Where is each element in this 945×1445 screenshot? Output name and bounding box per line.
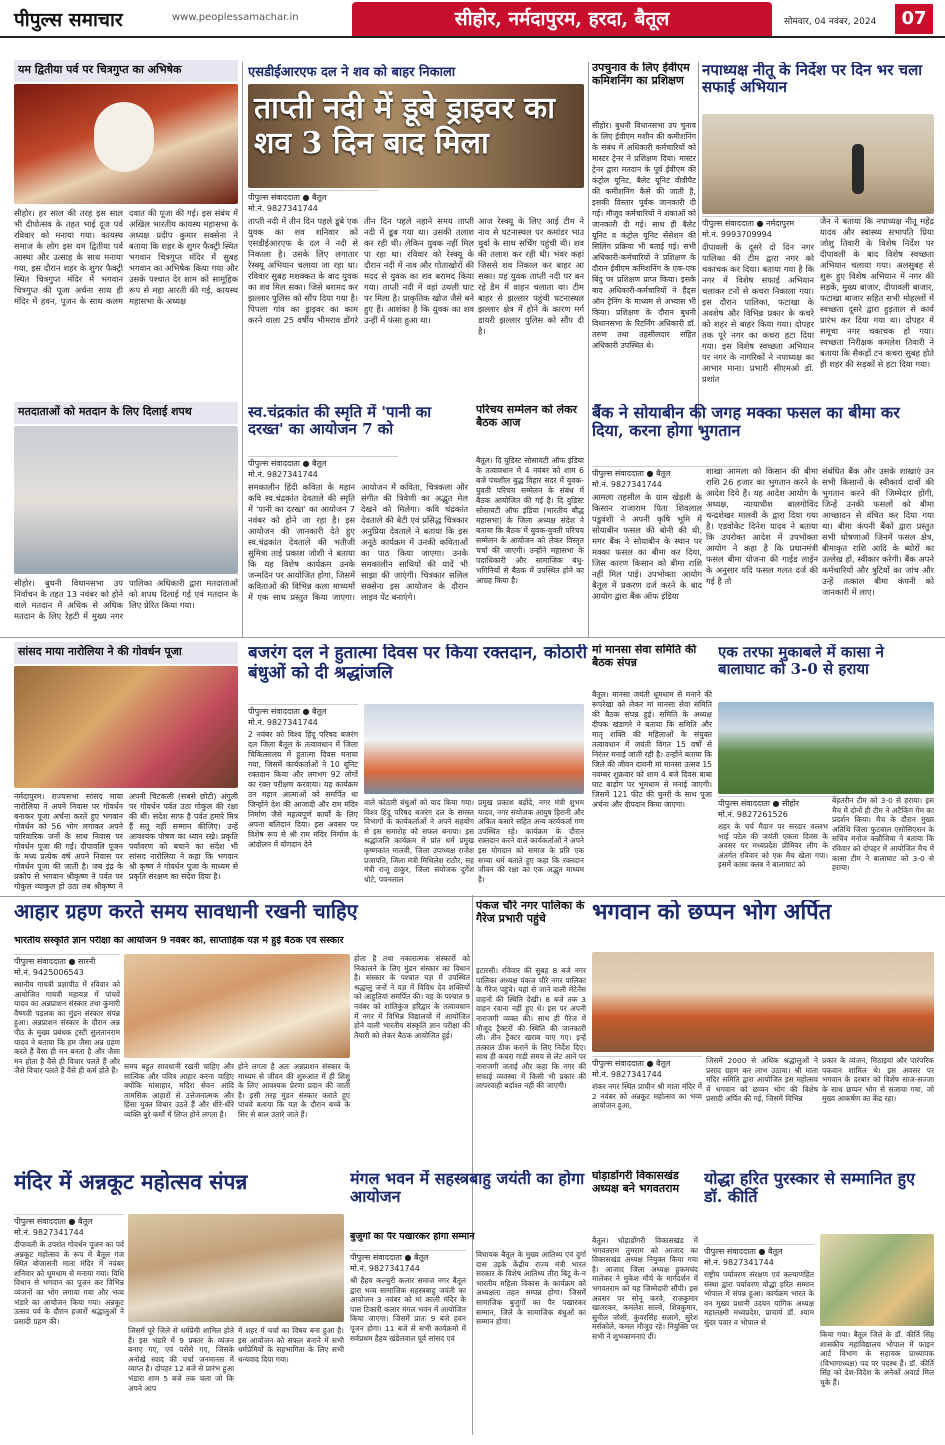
football-photo <box>718 702 934 794</box>
mobile-number: मो.नं. 9425006543 <box>14 968 84 977</box>
article-text: विधायक बैतूल के मुख्य आतिथ्य एवं दुर्गा दास उइके केंद्रीय राज्य मंत्री भारत सरकार के विशेष आतिथ्य तीरा बिटू के-न भारतीय महिला विकास के कार्यक्रम को अध्यक्षता तहत सम्पन्न होगा। जिसमें सामाजिक बुजुर्गों का पैर पखारकर सम्मान, जिले के सामाजिक बंधुओं का सम्मान होगा। <box>476 1250 586 1327</box>
article-garage <box>476 900 586 964</box>
article-govardhan-puja <box>14 642 238 664</box>
masthead <box>0 0 945 38</box>
river-photo <box>248 84 584 188</box>
article-text: ताप्ती नदी में तीन दिन पहले डूबे एक युवक का शव शनिवार को एसडीईआरएफ के दल ने नदी से निकाला है। उसके लिए लगातार रेस्क्यू अभियान चलाया जा रहा था। रविवार सुबह मशक्कत के बाद युवक का शव मिल सका। जिसे बरामद कर झल्लार पुलिस को सौंप दिया गया है। पिपला गांव का ड्राइवर का काम करने वाला 25 वर्षीय भीमराव डोंगरे तीन दिन पहले नहाने समय ताप्ती नदी में डूब गया था। उसकी तलाश कर रही थी। लेकिन युवक नहीं मिल पा रहा था। रविवार को रेस्क्यू के दौरान नदी में नाव और गोताखोरों की मदद से युवक का शव बरामद किया गया। ताप्ती नदी में वहां उथली घाट पर मिला है। प्राकृतिक खोज जैसे बने हुए हैं। आशंका है कि युवक का शव उन्हीं में फंसा हुआ था। <box>248 216 474 325</box>
article-text: दीपावली के उपरांत गोवर्धन पूजन का पर्व अन्नकूट महोत्सव के रूप में बैतूल गंज स्थित बोजासनी माता मंदिर में नवंबर शनिवार को धूमधाम से मनाया गया। विधि विधान से भगवान का पूजन कर विभिन्न व्यंजनों का भोग लगाया गया और भव्य भंडारे का आयोजन किया गया। अन्नकूट उत्सव पर्व के दौरान हजारों श्रद्धालुओं ने प्रसादी ग्रहण की। <box>14 1240 124 1326</box>
headline: पंकज चौरे नगर पालिका के गैरेज प्रभारी पहुंचे <box>476 900 585 925</box>
article-chhappan-bhog <box>592 900 934 950</box>
idol-figure <box>94 102 154 172</box>
article-text: स्थानीय गायत्री प्रज्ञापीठ में रविवार को आयोजित गायत्री महायज्ञ में पांचवें यादव का अन्नप्राशन संस्कार तथा कुमारी वैष्णवी पड़लक का मुंडन संस्कार संपन्न हुआ। अन्नप्राशन संस्कार के दौरान अन्न पीठ के मुख्य प्रबंधक ट्रस्टी सुलतानराम यादव ने बताया कि हम जैसा अन्न ग्रहण करते हैं वैसा ही मन बनता है और जैसा मन होता है वैसे ही विचार पलते हैं और जैसे विचार पलते हैं वैसे ही कर्म होते हैं। <box>14 980 120 1076</box>
byline-text: पीपुल्स संवाददाता ● सीहोर <box>718 799 800 808</box>
article-text: बैतूल। घोड़ाडोंगरी विकासखंड में भगवतराम तुमराम को आजाद का विकासखंड अध्यक्ष नियुक्त किया गया है। आजाद जिला अध्यक्ष हुकमचंद मालेकर ने मुकेश मौर्य के मार्गदर्शन में भगवतराम को यह जिम्मेदारी सौंपी। इस अवसर पर सोनू करवे, राजकुमार खातरकर, कमलेश साल्वे, शिवकुमार, सुनील जोशी, कुंवरसिंह सलामे, सुरेश मर्सकोले, कमल मौजूद रहे। नियुक्ति पर सभी ने शुभकामनाएं दीं। <box>592 1236 698 1341</box>
article-text: आज रेस्क्यू के लिए आई टीम ने नाव से घटनास्थल पर कमांडर भाउ धुर्वा के साथ सर्चिंग पहुंची थी। शव की तलाश कर रही थी। भंवर कहां जिससे शव निकाल कर बाहर आ सका। यह युवक ताप्ती नदी पर बन रहे डैम में वाहन चलाता था। टीम बाहर से झल्लार पहुंची घटनास्थल झल्लार क्षेत्र में होने के कारण मर्ग डायरी झल्लार पुलिस को सौंप दी है। <box>478 216 584 336</box>
mobile-number: मो.नं. 9827341744 <box>592 480 662 489</box>
kicker-text: एसडीईआरएफ दल ने शव को बाहर निकाला <box>248 65 456 80</box>
article-text: में शहर में चर्चा का विषय बना हुआ है। इस आयोजन को सफल बनाने में सभी धर्मप्रेमियों के सहभागिता के लिए सभी धन्यवाद दिया गया। <box>238 1326 344 1364</box>
page-number: 07 <box>895 4 933 34</box>
sweeper-figure <box>852 144 864 194</box>
byline-text: पीपुल्स संवाददाता ● सारनी <box>14 957 96 966</box>
article-text-part: नर्मदापुरम। राज्यसभा सांसद माया नारोलिया ने अपने निवास पर गोवर्धन बनाकर पूजा अर्चना करते हुए भगवान गोवर्धन को 56 भोग लगाकर अपने पारिवारिक जनों के साथ निवास पर गोवर्धन पूजा की गई। दीपावलि पूजन के मध्य प्रत्येक वर्ष अपने निवास पर गोवर्धन पूजा की जाती है। जब इंद्र के प्रकोप से भगवान श्रीकृष्ण ने पर्वत पर गोकुल व्याकुल हो उठा तब श्रीकृष्ण ने अपनी चिटकली <box>14 792 174 891</box>
article-text: जैन ने बताया कि नपाध्यक्ष नीतू महेंद्र यादव और स्वास्थ्य सभापति प्रिया जोशु तिवारी के विशेष निर्देश पर दीपावली के बाद विशेष स्वच्छता अभियान चलाया गया। अलसुबह से शुरू हुए विशेष अभियान में नगर की सड़कें, मुख्य बाजार, दीपावली बाजार, फटाखा बाजार सहित सभी मोहल्लों में स्वच्छता दूसरे द्वारा हुड़ताल से कार्य प्रारंभ कर दिया गया था। दोपहर में समूचा नगर चकाचक हो गया। स्वच्छता निरीक्षक कमलेश तिवारी ने बताया कि सैकड़ों टन कचरा सुबह होते ही शहर की सड़कों से हटा दिया गया। <box>820 216 934 369</box>
byline <box>592 1056 702 1080</box>
mobile-number: मो.नं. 9827341744 <box>704 1258 774 1267</box>
mobile-number: मो.नं. 9827261526 <box>718 810 788 819</box>
article-text: जिसमें 2000 से अधिक श्रद्धालुओं ने प्रसाद ग्रहण कर लाभ उठाया। श्री माता मंदिर समिति द्वारा आयोजित इस महोत्सव में भगवान को छप्पन भोग की विशेष प्रसादी अर्पित की गई, जिसमें विभिन्न <box>706 1056 818 1104</box>
headline: घोड़ाडोंगरी विकासखंड अध्यक्ष बने भगवतराम <box>592 1170 680 1195</box>
street-photo <box>702 114 934 214</box>
blood-donation-photo <box>364 704 584 794</box>
article-paani-ka-darakht <box>248 404 468 454</box>
byline <box>248 190 378 214</box>
byline-text: पीपुल्स संवाददाता ● बैतूल <box>14 1217 93 1226</box>
headline: योद्धा हरित पुरस्कार से सम्मानित हुए डॉ. कीर्ति <box>704 1170 915 1207</box>
article-text <box>14 578 238 636</box>
article-text: शंकर नगर स्थित प्राचीन श्री माता मंदिर में 2 नवंबर को अन्नकूट महोत्सव का भव्य आयोजन हुआ, <box>592 1082 702 1111</box>
mobile-number: मो.नं. 9827341744 <box>350 1264 420 1273</box>
byline <box>14 954 120 978</box>
article-text: इटारसी। रविवार की सुबह 8 बजे नगर पालिका अध्यक्ष पंकज चौरे नगर पालिका के गैरेज पहुंचे। यहां से जाने वाली मेंटेनेंस वाहनों की स्थिति देखी। 8 बजे तक 3 वाहन रवाना नहीं हुए थे। इस पर अपनी नाराजगी व्यक्त की। साथ ही गैरेज में मौजूद ट्रैक्टरों की स्थिति की जानकारी ली। तीन ट्रैक्टर खराब पाए गए। इन्हें तत्काल ठीक कराने के लिए निर्देश दिए। साथ ही कचरा गाड़ी समय से लेट आने पर नाराजगी जताई और कहा कि नगर की सफाई व्यवस्था में किसी भी प्रकार की लापरवाही बर्दाश्त नहीं की जाएगी। <box>476 966 586 1091</box>
byline-text: पीपुल्स संवाददाता ● बैतूल <box>248 707 327 716</box>
article-text-part: समकालीन हिंदी कविता के महान कवि स्व.चंद्रकांत देवताले की स्मृति में 'पानी का दरख्त' का आयोजन 7 नवंबर को होने जा रहा है। इस आयोजन की जानकारी देते हुए स्व.चंद्रकांत देवताले की भतीजी सुमित्रा ताई प्रकाश जोशी ने बताया कि यह विशेष कार्यक्रम उनके जन्मदिन पर आयोजित होगा, जिसमें कविताओं की विभिन्न कला माध्यमों में एक साथ प्रस्तुत किया जाएगा। <box>248 482 355 602</box>
column-rule <box>472 895 473 1435</box>
award-photo <box>820 1234 934 1326</box>
byline <box>350 1250 466 1274</box>
byline-text: पीपुल्स संवाददाता ● बैतूल <box>592 1059 671 1068</box>
headline: मंदिर में अन्नकूट महोत्सव संपन्न <box>14 1170 248 1194</box>
byline-text: पीपुल्स संवाददाता ● बैतूल <box>704 1247 783 1256</box>
headline: नपाध्यक्ष नीतू के निर्देश पर दिन भर चला सफाई अभियान <box>702 62 923 97</box>
byline <box>14 1214 124 1238</box>
byline-text: पीपुल्स संवाददाता ● बैतूल <box>248 193 327 202</box>
govardhan-puja-photo <box>14 666 238 788</box>
subheadline-text: बुजुर्गों का पैर पखारकर होगा सम्मान <box>350 1232 475 1242</box>
byline <box>248 704 358 728</box>
article-text: श्री हैहय कल्चुरी कलार समाज नगर बैतूल द्वारा भव्य सामाजिक सहस्त्रबाहु जयंती का आयोजन 3 नवंबर को मां काली मंदिर के पास टिकारी कलार मंगल भवन में आयोजित किया जाएगा। जिसमें प्रातः 9 बजे हवन पूजन होगा। 11 बजे से सभी कार्यक्रमों में सर्वप्रथम हैहय खंडेलवाल पूर्व सांसद एवं <box>350 1276 466 1343</box>
article-text-part: (सबसे छोटी) अंगुली पर गोवर्धन पर्वत उठा गोकुल की रक्षा की थी। संदेश साफ है पर्वत हमारे मित्र हैं सतू नहीं सम्मान कीजिए। उन्हें आवश्यक पोषण का ध्यान रखे। प्रकृति पर्यावरण को बचाने का संदेश भी सांसद नारोलिया ने कहा कि भगवान श्री कृष्ण ने गोवर्धन पूजा के माध्यम से प्रकृति संरक्षण का संदेश दिया है। <box>129 792 238 881</box>
article-text: समय बहुत सावधानी रखनी चाहिए और सात्विक और पवित्र आहार करना चाहिए क्योंकि मांसाहार, मदिरा सेवन आदि तामसिक आहारों से उत्तेजनात्मक और हिंसा युक्त विचार उठते हैं और धीरे-धीरे व्यक्ति बुरे कर्मों में लिप्त होने लगता है। <box>124 1062 234 1119</box>
subheadline <box>350 1232 586 1248</box>
headline: सांसद माया नारोलिया ने की गोवर्धन पूजा <box>18 645 182 658</box>
headline: मतदाताओं को मतदान के लिए दिलाई शपथ <box>18 405 192 418</box>
article-text: दीपावली के दूसरे दो दिन नगर पालिका की टीम द्वारा नगर को चकाचक कर दिया। बताया गया है कि नगर में विशेष सफाई अभियान चलाकर टनों से कचरा निकाला गया। इस दौरान पालिका, फटाखा के अवशेष और विभिन्न प्रकार के कचरे को शहर से बाहर किया गया। दोपहर तक पूरे नगर का कचरा हटा दिया गया। इस विशेष स्वच्छता अभियान पर नगर के नागरिकों ने नपाध्यक्ष का आभार माना। प्रभारी सीएमओ डॉ. प्रशांत <box>702 242 814 384</box>
region-banner: सीहोर, नर्मदापुरम, हरदा, बैतूल <box>352 2 772 36</box>
article-text: किया गया। बैतूल जिले के डॉ. कीर्ति सिंह शासकीय महाविद्यालय भोपाल में फाइन आर्ट विभाग के सहायक प्राध्यापक (विभागाध्यक्ष) पद पर पदस्थ हैं। डॉ. कीर्ति सिंह को देश-विदेश के अनेकों अवार्ड मिल चुके हैं। <box>820 1330 934 1387</box>
article-text: संबंधित बैंक और उसके शाखाएं उन सभी किसानों के स्वीकार्य दावों की भुगतान करने की जिम्मेदार होंगी, जिन्हें उनकी फसलों को बीमा आच्छादन से वंचित कर दिया गया था। बीमा कंपनी बैंकों द्वारा प्रस्तुत सभी घोषणाओं जिनमें फसल क्षेत्र, बीमाकृत राशि आदि के ब्योरों का उल्लेख हो, स्वीकार करेगी। बैंक अपने कर्मचारियों और त्रुटियों का जांच और उन्हें तत्काल बीमा कंपनी को जानकारी में लाए। <box>822 466 934 597</box>
article-text: राष्ट्रीय पर्यावरण संरक्षण एवं कल्याणहित संस्था द्वारा पर्यावरण योद्धा हरित सम्मान भोपाल में संपन्न हुआ। कार्यक्रम भारत के वन मुख्य प्रधानी उदयन यागिक अध्यक्ष महालक्ष्मी मध्यप्रदेश, प्राचार्य डॉ. श्याम सुंदर पवार व भोपाल से <box>704 1270 814 1327</box>
byline <box>718 796 838 820</box>
article-text: बैतूल। दि युडिस्ट सोसायटी ऑफ इंडिया के तत्वावधान में 4 नवंबर को शाम 6 बजे पंचशील बुद्ध विहार सदर में युवक-युवती परिचय सम्मेलन के संबंध में बैठक आयोजित की गई है। दि युडिस्ट सोसायटी ऑफ इंडिया (भारतीय बौद्ध महासभा) के जिला अध्यक्ष संदेश ने बताया कि बैठक में युवक-युवती परिचय सम्मेलन के आयोजन को लेकर विस्तृत चर्चा की जाएगी। उन्होंने महासभा के पदाधिकारी और सामाजिक बंधु-भगिनियों से बैठक में उपस्थित होने का आग्रह किया है। <box>476 456 584 585</box>
byline-text: पीपुल्स संवाददाता ● बैतूल <box>248 459 327 468</box>
article-text-part: आयोजन में कविता, चित्रकला और संगीत की त्रिवेणी का अद्भुत मेल देखने को मिलेगा। कवि चंद्रकांत देवताले की बेटी एवं प्रसिद्ध चित्रकार अनुप्रिया देवताले ने बताया कि इस अनूठे कार्यक्रम में उनकी कविताओं का पाठ किया जाएगा। उनके समकालीन साथियों की यादें भी साझा की जाएंगी। चित्रकार सलिल सक्सेना इस आयोजन के दौरान लाइव पेंट बनाएंगे। <box>361 482 468 602</box>
headline: मां मानसा सेवा समिति की बैठक संपन्न <box>592 644 697 669</box>
site-url[interactable]: www.peoplessamachar.in <box>172 12 299 23</box>
headline: आहार ग्रहण करते समय सावधानी रखनी चाहिए <box>14 900 358 923</box>
annakoot-photo <box>128 1214 344 1322</box>
row-rule <box>0 637 945 638</box>
headline: ताप्ती नदी में डूबे ड्राइवर का शव 3 दिन बाद मिला <box>254 91 555 161</box>
article-diet <box>14 900 470 934</box>
article-text: आमला तहसील के ग्राम खेड़ली के किसान राजाराम पिता शिवलाल पडुवंशी ने अपनी कृषि भूमि में सोयाबीन फसल की बोनी की थी, मगर बैंक ने सोयाबीन के स्थान पर मक्का फसल का बीमा कर दिया, जिस कारण किसान को बीमा राशि नहीं मिल पाई। उपभोक्ता आयोग बैतूल में प्रकरण दर्ज करने के बाद आयोग द्वारा बैंक ऑफ इंडिया <box>592 492 702 601</box>
article-sahastrabahu <box>350 1170 586 1230</box>
article-text: सीहोर। बुधनी विधानसभा उप चुनाव के लिए ईवीएम मशीन की कमीशनिंग के संबंध में अधिकारी कर्मचारियों को मास्टर ट्रेनर ने प्रशिक्षण दिया। मास्टर ट्रेनर द्वारा मतदान के पूर्व ईवीएम की कंट्रोल यूनिट, बैलेट यूनिट वीवीपैट की कमीशनिंग कैसे की जाती है, इसकी विस्तार पूर्वक जानकारी दी गई। मौजूद कर्मचारियों ने शंकाओं को जानकारी दी गई। साथ ही बैलेट यूनिट व कंट्रोल यूनिट सेंसेशन की सिलिंग प्रक्रिया भी बताई गई। सभी अधिकारी-कर्मचारियों ने प्रशिक्षण के दौरान ईवीएम कमिशनिंग के एक-एक बिंदु पर प्रशिक्षण प्राप्त किया। इसके बाद अधिकारी-कर्मचारियों ने हैंड्स ऑन ट्रेनिंग के माध्यम से अभ्यास भी किया। प्रशिक्षण के दौरान बुधनी विधानसभा के रिटर्निंग अधिकारी डॉ. तरुण तथा तहसीलदार सहित अधिकारी उपस्थित थे। <box>592 121 696 350</box>
column-rule <box>588 62 589 637</box>
headline: बैंक ने सोयाबीन की जगह मक्का फसल का बीमा कर दिया, करना होगा भुगतान <box>592 404 900 441</box>
brand-logo: पीपुल्स समाचार <box>14 9 123 31</box>
article-text: प्रकार के व्यंजन, मिठाइयां और पारंपरिक पकवान शामिल थे। इस अवसर पर भगवान के दरबार को विशेष साज-सज्जा के साथ छप्पन भोग से सजाया गया, जो मुख्य आकर्षण का केंद्र रहा। <box>822 1056 934 1104</box>
byline-text: पीपुल्स संवाददाता ● नर्मदापुरम <box>702 219 795 228</box>
mobile-number: मो.नं. 9827341744 <box>14 1228 84 1237</box>
article-mansa-samiti <box>592 644 712 688</box>
article-cleanliness <box>702 62 934 114</box>
column-rule <box>242 62 243 637</box>
mobile-number: मो.नं. 9993709994 <box>702 230 772 239</box>
article-text: सीहोर। हर साल की तरह इस साल भी दीपोत्सव के तहत भाई दूज पर्व रविवार को मनाया गया। कायस्थ समाज के लोग इस यम द्वितीया पर्व आस्था और उत्साह के साथ मनाया गया, इस दौरान शहर के शुगर फैक्ट्री स्थित चित्रगुप्त मंदिर में भगवान चित्रगुप्त की पूजा अर्चना साथ ही मंदिर में हवन, पूजन के साथ कलम दवात की पूजा की गई। इस संबंध में अखिल भारतीय कायस्थ महासभा के अध्यक्ष प्रदीप कुमार सक्सेना ने बताया कि शहर के शुगर फैक्ट्री स्थित भगवान चित्रगुप्त मंदिर में सुबह भगवान का अभिषेक किया गया और उसके पश्चात देर शाम को सामूहिक रूप से महा आरती की गई, कायस्थ महासभा के अध्यक्ष <box>14 208 238 306</box>
article-text: प्रमुख प्रकाश बड़ोंदे, नगर मंत्री शुभम यादव, नगर संयोजक आयुष हिरानी और अंकित कसारे सहित अन्य कार्यकर्ता गण उपस्थित रहे। कार्यक्रम के दौरान रक्तदान करने वाले कार्यकर्ताओं ने अपने इस योगदान को समाज के प्रति एक सच्चा धर्म बताते हुए कहा कि रक्तदान जीवन की रक्षा का एक अद्भुत माध्यम है। <box>478 798 584 884</box>
article-parichay-sammelan <box>476 404 584 454</box>
article-text: जिसमें पूरे जिले से धर्मप्रेमी शामिल होते हैं। इस भंडारे में 9 प्रकार के व्यंजन बनाए गए, एवं परोसे गए, जिसके अनोखे स्वाद की चर्चा जनमानस में व्याप्त है। दोपहर 12 बजे से प्रारंभ हुआ भंडारा शाम 5 बजे तक चला जो कि अपने आप <box>128 1326 234 1393</box>
headline: मंगल भवन में सहस्त्रबाहु जयंती का होगा आयोजन <box>350 1170 585 1207</box>
mobile-number: मो.नं. 9827341744 <box>592 1070 662 1079</box>
article-text: शाखा आमला को किसान की बीमा राशि 26 हजार का भुगतान करने के आदेश दिये हैं। यह आदेश आयोग के अध्यक्ष, न्यायाधीश बालगोविंद चन्द्रशेखर मालवी के द्वारा दिया गया है। एडवोकेट दिनेश यादव ने बताया कि उपरोक्त आदेश में उपभोक्ता आयोग ने कहा है कि प्रधानमंत्री फसल बीमा योजना की गाईड लाईन के अनुसार यदि फसल गलत दर्ज की गई है तो <box>706 466 818 586</box>
subheadline-text: भारतीय संस्कृति ज्ञान परीक्षा का आयोजन 9 नवंबर को, साप्ताहिक यज्ञ में हुई बैठक एवं संस्कार <box>14 936 344 946</box>
article-text <box>248 482 468 636</box>
headline: उपचुनाव के लिए ईवीएम कमिशनिंग का प्रशिक्षण <box>592 62 690 87</box>
article-text <box>14 792 238 892</box>
article-voter-oath <box>14 402 238 424</box>
byline-text: पीपुल्स संवाददाता ● बैतूल <box>592 469 671 478</box>
article-green-award <box>704 1170 934 1230</box>
column-rule <box>698 62 699 430</box>
kicker <box>248 62 584 82</box>
mobile-number: मो.नं. 9827341744 <box>248 470 318 479</box>
article-text: होने लगता है अतः अन्नप्राशन संस्कार के माध्यम से जीवन की शुरुआत में ही शिशु के लिए आवश्यक प्रेरणा प्रदान की जाती है। इसी तरह मुंडन संस्कार कराते हुए पांचवें बताया कि यज्ञ के दौरान बच्चे के सिर से बाल उतारे जाते हैं। <box>238 1062 350 1119</box>
article-text: शहर के चर्च मैदान पर सरदार वल्लभ भाई पटेल की जयंती एकता दिवस के अवसर पर मध्यप्रदेश प्रीमियर लीग के अंतर्गत रविवार को एक मैच खेला गया। इसमें कासा क्लब ने बालाघाट को <box>718 822 828 870</box>
headline: एक तरफा मुकाबले में कासा ने बालाघाट को 3-0 से हराया <box>718 644 884 679</box>
mobile-number: मो.नं. 9827341744 <box>248 204 318 213</box>
headline: यम द्वितीया पर्व पर चित्रगुप्त का अभिषेक <box>18 63 182 76</box>
article-text: वाले कोठारी बंधुओं को याद किया गया। विश्व हिंदू परिषद बजरंग दल के समस्त विभागों के कार्यकर्ताओं ने अपने सहयोग से इस समारोह को सफल बनाया। इस श्रद्धांजलि कार्यक्रम में प्रांत धर्म प्रमुख कृष्णकांत मालवी, जिला उपाध्यक्ष राजेश प्रजापति, जिला मंत्री मिथिलेश राठौर, सह मंत्री राजू ठाकुर, जिला संयोजक दुर्गेश धोटे, पवनलाल <box>364 798 474 884</box>
article-text: बेहतरीन टीम को 3-0 से हराया। इस मैच में दोनों ही टीम ने अटैकिंग गेम का प्रदर्शन किया। मैच के दौरान मुख्य अतिथि जिला फुटबाल एसोसिएशन के सचिव मनोज कन्नौजिया ने बताया कि रविवार को दोपहर में आयोजित मैच में कासा टीम ने बालाघाट को 3-0 से हराया। <box>832 796 934 873</box>
headline: स्व.चंद्रकांत की स्मृति में 'पानी का दरख्त' का आयोजन 7 को <box>248 404 432 439</box>
yagya-photo <box>124 954 350 1058</box>
article-evm <box>592 62 696 118</box>
row-rule <box>0 896 945 897</box>
article-chitragupt <box>14 60 238 82</box>
subheadline <box>14 936 470 952</box>
bhog-photo <box>592 952 934 1052</box>
article-ghodadongri <box>592 1170 698 1234</box>
article-blood-donation <box>248 644 588 700</box>
article-text-part: मुख्य नगर पालिका अधिकारी द्वारा मतदाताओं को शपथ दिलाई गई एवं मतदान के लिए प्रेरित किया गया। <box>91 578 238 621</box>
voter-oath-photo <box>14 426 238 574</box>
byline <box>704 1244 814 1268</box>
byline-text: पीपुल्स संवाददाता ● बैतूल <box>350 1253 429 1262</box>
article-text: 2 नवंबर को विश्व हिंदू परिषद बजरंग दल जिला बैतूल के तत्वावधान में जिला चिकित्सालय में हुतात्मा दिवस मनाया गया, जिसमें कार्यकर्ताओं ने 10 यूनिट रक्तदान किया और लगभग 92 लोगों का रक्त परीक्षण करवाया। यह कार्यक्रम उन महान आत्माओं को समर्पित था जिन्होंने देश की आजादी और राम मंदिर निर्माण जैसे महत्वपूर्ण कार्यों के लिए अपना बलिदान दिया। इस अवसर पर विशेष रूप से श्री राम मंदिर निर्माण के आंदोलन में योगदान देने <box>248 730 358 849</box>
article-football <box>718 644 934 700</box>
chitragupt-photo <box>14 84 238 204</box>
article-text-part: सीहोर। बुधनी विधानसभा उप निर्वाचन के तहत 13 नवंबर को होने वाले मतदान में अधिक से अधिक मतदान के लिए रेहटी में <box>14 578 123 621</box>
article-text: होता है तथा नकारात्मक संस्कारों को निकालने के लिए मुंडन संस्कार का विधान है। संस्कार के पश्चात यज्ञ में उपस्थित श्रद्धालु जनों ने यज्ञ में विविध देव शक्तियों को आहुतियां समर्पित की। यह के पश्चात 9 नवंबर को शांतिकुंज हरिद्वार के तत्वावधान में नगर में विभिन्न विद्यालयों में आयोजित होने वाली भारतीय संस्कृति ज्ञान परीक्षा की तैयारी को लेकर बैठक आयोजित हुई। <box>354 954 470 1040</box>
headline: बजरंग दल ने हुतात्मा दिवस पर किया रक्तदान, कोठारी बंधुओं को दी श्रद्धांजलि <box>248 644 587 683</box>
mobile-number: मो.नं. 9827341744 <box>248 718 318 727</box>
article-text: बैतूल। मानसा जयंती धूमधाम से मनाने की रूपरेखा को लेकर मां मानसा सेवा समिति की बैठक संपन्न हुई। समिति के अध्यक्ष दीपक खंडागरे ने बताया कि समिति और मातृ शक्ति की महिलाओं के संयुक्त तत्वावधान में जयंती विगत 15 वर्षों से निरंतर मनाई जाती रही है। उन्होंने बताया कि जिले की जीवन दायनी मां मानसा उत्सव 15 नवम्बर शुक्रवार को शाम 4 बजे दिवस बाबा घाट बाड़ोग पर भूमधाम से मनाई जाएगी। जिसमें 121 फीट की चुनरी के साथ पूजा अर्चना और दीपदान किया जाएगा। <box>592 690 712 809</box>
issue-date: सोमवार, 04 नवंबर, 2024 <box>784 17 877 27</box>
headline: भगवान को छप्पन भोग अर्पित <box>592 900 832 925</box>
article-annakoot <box>14 1170 344 1210</box>
article-crop-insurance <box>592 404 934 464</box>
headline: परिचय सम्मेलन को लेकर बैठक आज <box>476 404 578 429</box>
byline <box>248 456 398 480</box>
